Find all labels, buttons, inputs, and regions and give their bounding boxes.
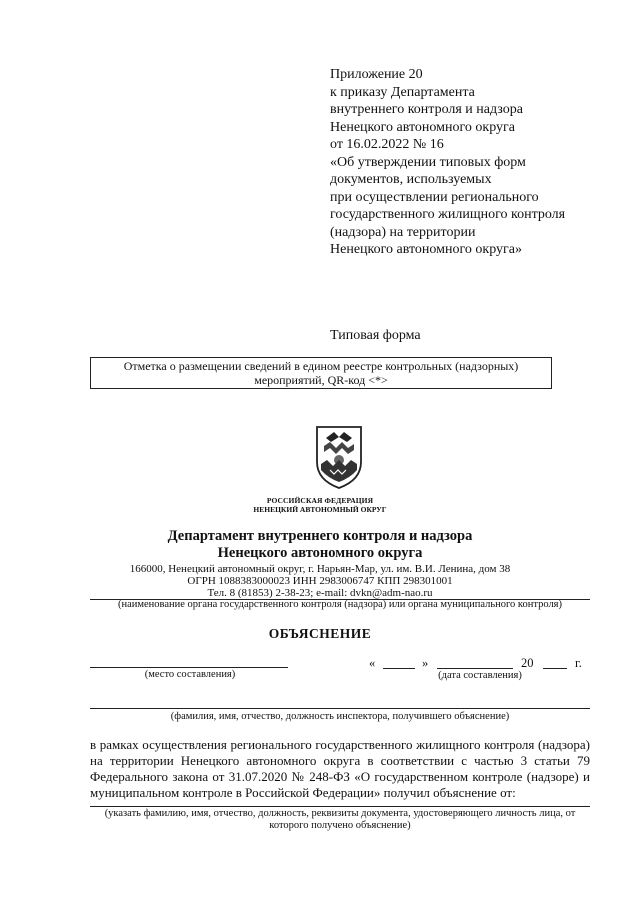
appendix-line: внутреннего контроля и надзора [330, 102, 523, 117]
appendix-line: от 16.02.2022 № 16 [330, 137, 444, 152]
document-title: ОБЪЯСНЕНИЕ [268, 626, 372, 641]
year-suffix: г. [575, 656, 582, 670]
appendix-line: Приложение 20 [330, 67, 423, 82]
appendix-line: Ненецкого автономного округа» [330, 242, 522, 257]
country-label: РОССИЙСКАЯ ФЕДЕРАЦИЯ [266, 496, 374, 505]
person-caption-line1: (указать фамилию, имя, отчество, должность, реквизиты документа, удостоверяющего личность лица, от [104, 808, 576, 819]
date-caption: (дата составления) [438, 670, 522, 681]
region-label: НЕНЕЦКИЙ АВТОНОМНЫЙ ОКРУГ [253, 505, 387, 514]
year-prefix: 20 [521, 656, 534, 670]
appendix-line: к приказу Департамента [330, 84, 475, 100]
body-paragraph: в рамках осуществления регионального государственного жилищного контроля (надзора) на территории Ненецкого автономного округа в соответствии с частью 3 статьи 79 Федерального закона от 31.07.2020 № 248-ФЗ «О государственном контроле (надзоре) и муниципальном контроле в Российской Федерации» получил объяснение от: [90, 737, 590, 800]
year-field-line[interactable] [543, 668, 567, 669]
person-caption-line2: которого получено объяснение) [269, 820, 411, 831]
appendix-line: Ненецкого автономного округа [330, 119, 515, 135]
date-open-quote: « [369, 656, 376, 670]
registry-mark-line1: Отметка о размещении сведений в едином реестре контрольных (надзорных) [123, 359, 519, 373]
inspector-caption: (фамилия, имя, отчество, должность инспектора, получившего объяснение) [170, 711, 510, 722]
department-address: 166000, Ненецкий автономный округ, г. Нарьян-Мар, ул. им. В.И. Ленина, дом 38 [129, 563, 511, 575]
appendix-line: государственного жилищного контроля [330, 207, 566, 222]
place-caption: (место составления) [144, 669, 236, 680]
org-name-caption: (наименование органа государственного контроля (надзора) или органа муниципального контроля) [117, 599, 563, 610]
date-close-quote: » [422, 656, 429, 670]
day-field-line[interactable] [383, 668, 415, 669]
registry-mark-box [90, 357, 552, 389]
appendix-line: документов, используемых [330, 172, 492, 187]
appendix-block [330, 66, 630, 259]
registry-mark-line2: мероприятий, QR-код <*> [254, 373, 388, 387]
appendix-line: (надзора) на территории [330, 224, 476, 240]
person-field-line[interactable] [90, 806, 590, 807]
form-type-label: Типовая форма [330, 328, 421, 343]
inspector-field-line[interactable] [90, 708, 590, 709]
person-caption [90, 808, 590, 832]
month-field-line[interactable] [437, 668, 513, 669]
department-contacts: Тел. 8 (81853) 2-38-23; e-mail: dvkn@adm-nao.ru [207, 587, 433, 599]
department-name-line1: Департамент внутреннего контроля и надзора [167, 528, 473, 544]
appendix-line: при осуществлении регионального [330, 189, 539, 205]
department-name-line2: Ненецкого автономного округа [217, 545, 423, 561]
place-field-line[interactable] [90, 667, 288, 668]
department-requisites: ОГРН 1088383000023 ИНН 2983006747 КПП 298301001 [187, 575, 453, 587]
coat-of-arms-icon [312, 424, 366, 490]
appendix-line: «Об утверждении типовых форм [330, 154, 526, 170]
